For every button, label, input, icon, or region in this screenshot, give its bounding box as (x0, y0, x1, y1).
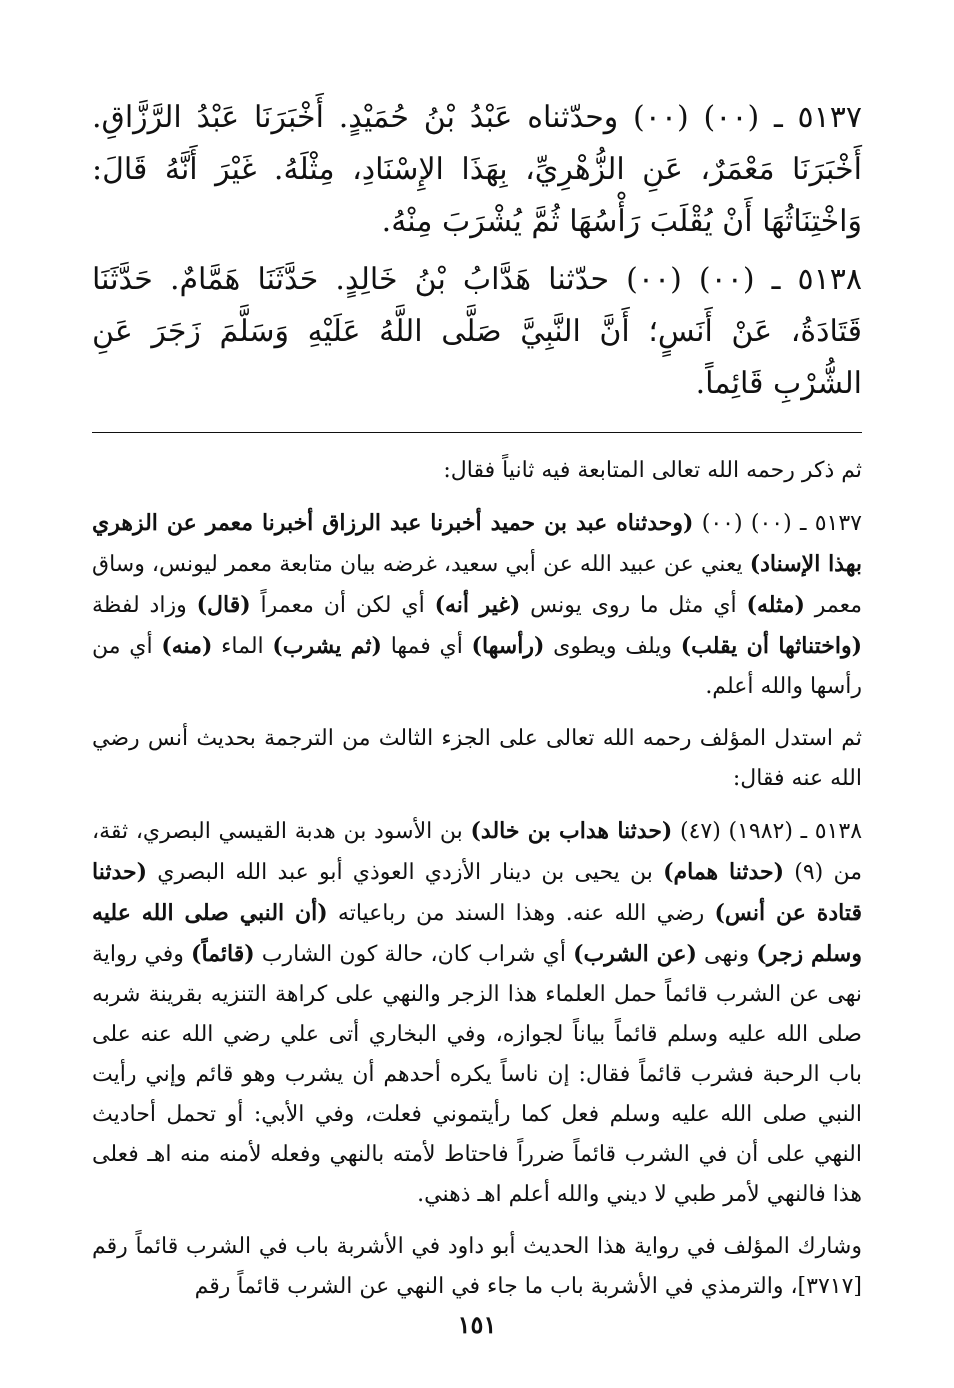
commentary-paragraph (92, 503, 862, 707)
commentary-paragraph (92, 451, 862, 491)
quoted-hadith-text: (غير أنه) (434, 592, 521, 618)
commentary-text: رضي الله عنه. وهذا السند من رباعياته (327, 901, 715, 926)
commentary-text: وشارك المؤلف في رواية هذا الحديث أبو داود في الأشربة باب في الشرب قائماً رقم [٣٧١٧]، والترمذي في الأشربة باب ما جاء في النهي عن الشرب قائماً رقم (92, 1234, 862, 1299)
commentary-section (92, 451, 862, 1307)
commentary-text: أي مثل ما روى يونس (520, 593, 747, 618)
commentary-text: ثم ذكر رحمه الله تعالى المتابعة فيه ثانياً فقال: (443, 458, 862, 483)
commentary-text: ثم استدل المؤلف رحمه الله تعالى على الجزء الثالث من الترجمة بحديث أنس رضي الله عنه فقال: (92, 726, 862, 791)
commentary-text: ٥١٣٨ ـ (١٩٨٢) (٤٧) (672, 819, 863, 844)
commentary-text: أي شراب كان، حالة كون الشارب (254, 942, 574, 967)
hadith-5138: ٥١٣٨ ـ (٠٠) (٠٠) حدّثنا هَدَّابُ بْنُ خَالِدٍ. حَدَّثَنَا هَمَّامٌ. حَدَّثَنَا قَتَادَةُ، عَنْ أَنَسٍ؛ أَنَّ النَّبِيَّ صَلَّى اللَّهُ عَلَيْهِ وَسَلَّمَ زَجَرَ عَنِ الشُّرْبِ قَائِماً. (92, 262, 862, 401)
commentary-text: أي لكن أن معمراً (250, 593, 435, 618)
quoted-hadith-text: (حدثنا هداب بن خالد) (470, 818, 673, 844)
quoted-hadith-text: (قال) (196, 592, 251, 618)
quoted-hadith-text: (قائماً) (191, 941, 255, 967)
quoted-hadith-text: (واختناثها أن يقلب) (680, 633, 863, 659)
page-number: ١٥١ (457, 1310, 497, 1339)
commentary-text: يعني عن عبيد الله عن أبي سعيد، غرضه بيان متابعة معمر ليونس، وساق معمر (92, 552, 862, 618)
commentary-text: وزاد لفظة (92, 593, 197, 618)
page-body (92, 92, 862, 1319)
commentary-text: ونهى (696, 942, 757, 967)
hadith-5137: ٥١٣٧ ـ (٠٠) (٠٠) وحدّثناه عَبْدُ بْنُ حُمَيْدٍ. أَخْبَرَنَا عَبْدُ الرَّزَّاقِ. أَخْبَرَنَا مَعْمَرٌ، عَنِ الزُّهْرِيِّ، بِهَذَا الإِسْنَادِ، مِثْلَهُ. غَيْرَ أَنَّهُ قَالَ: وَاخْتِنَاثُهَا أَنْ يُقْلَبَ رَأْسُهَا ثُمَّ يُشْرَبَ مِنْهُ. (92, 100, 862, 239)
separator-line (92, 432, 862, 433)
commentary-text: أي فمها (381, 634, 472, 659)
commentary-text: الماء (212, 634, 273, 659)
quoted-hadith-text: (منه) (161, 633, 213, 659)
quoted-hadith-text: (مثله) (746, 592, 805, 618)
commentary-paragraph (92, 719, 862, 799)
commentary-text: ويلف ويطوى (544, 634, 681, 659)
quoted-hadith-text: (حدثنا همام) (663, 859, 785, 885)
commentary-text: أي من رأسها والله أعلم. (92, 634, 862, 699)
commentary-paragraph (92, 1227, 862, 1307)
quoted-hadith-text: (حدثنا قتادة عن أنس) (92, 859, 862, 926)
quoted-hadith-text: (ثم يشرب) (272, 633, 382, 659)
commentary-text: بن الأسود بن هدبة القيسي البصري، ثقة، من (٩) (92, 819, 862, 885)
commentary-text: وفي رواية نهى عن الشرب قائماً حمل العلماء هذا الزجر والنهي على كراهة التنزيه بقرينة شربه صلى الله عليه وسلم قائماً بياناً لجوازه، وفي البخاري أتى علي رضي الله عنه على باب الرحبة فشرب قائماً فقال: إن ناساً يكره أحدهم أن يشرب وهو قائم وإني رأيت النبي صلى الله عليه وسلم فعل كما رأيتموني فعلت، وفي الأبي: أو تحمل أحاديث النهي على أن في الشرب قائماً ضرراً فاحتاط لأمته بالنهي وفعله لأمنه منه اهـ فعلى هذا فالنهي لأمر طبي لا ديني والله أعلم اهـ ذهني. (92, 942, 863, 1207)
quoted-hadith-text: (وحدثناه عبد بن حميد أخبرنا عبد الرزاق أخبرنا معمر عن الزهري بهذا الإسناد) (92, 510, 862, 577)
commentary-text: ٥١٣٧ ـ (٠٠) (٠٠) (693, 511, 862, 536)
quoted-hadith-text: (عن الشرب) (573, 941, 697, 967)
hadith-section (92, 92, 862, 410)
quoted-hadith-text: (أن النبي صلى الله عليه وسلم زجر) (92, 900, 862, 967)
commentary-paragraph (92, 811, 862, 1215)
quoted-hadith-text: (رأسها) (471, 633, 545, 659)
commentary-text: بن يحيى بن دينار الأزدي العوذي أبو عبد الله البصري (147, 860, 664, 885)
